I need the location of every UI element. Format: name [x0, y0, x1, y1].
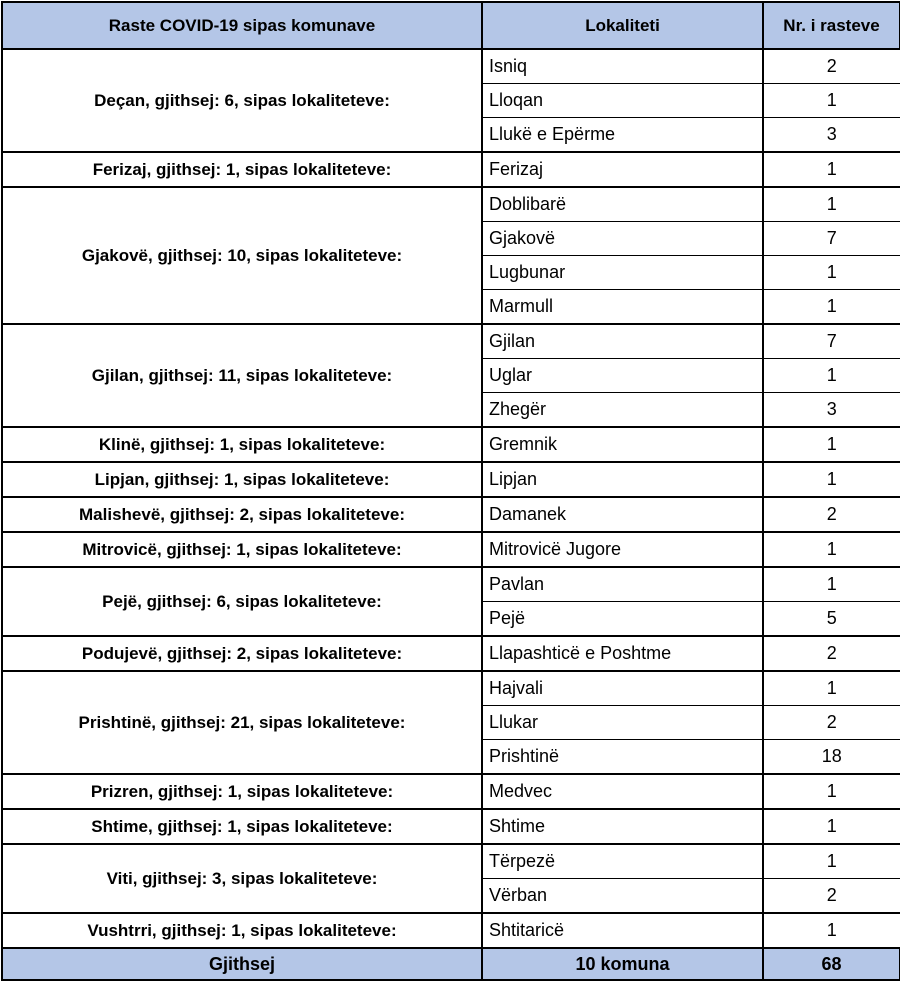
- locality-cell: Shtime: [482, 809, 763, 844]
- table-row: [2, 152, 900, 187]
- case-count-cell: 1: [763, 913, 900, 948]
- locality-cell: Medvec: [482, 774, 763, 809]
- case-count-cell: 1: [763, 532, 900, 567]
- locality-cell: Shtitaricë: [482, 913, 763, 948]
- locality-cell: Llukë e Epërme: [482, 118, 763, 153]
- header-locality: Lokaliteti: [482, 2, 763, 49]
- total-municipalities: 10 komuna: [482, 948, 763, 980]
- case-count-cell: 1: [763, 84, 900, 118]
- covid-cases-table: [1, 1, 900, 981]
- header-case-count: Nr. i rasteve: [763, 2, 900, 49]
- municipality-cell: Gjakovë, gjithsej: 10, sipas lokaliteteve:: [2, 187, 482, 324]
- municipality-cell: Klinë, gjithsej: 1, sipas lokaliteteve:: [2, 427, 482, 462]
- locality-cell: Prishtinë: [482, 740, 763, 775]
- table-row: [2, 187, 900, 222]
- header-municipality: Raste COVID-19 sipas komunave: [2, 2, 482, 49]
- locality-cell: Damanek: [482, 497, 763, 532]
- case-count-cell: 7: [763, 222, 900, 256]
- locality-cell: Zhegër: [482, 393, 763, 428]
- municipality-cell: Lipjan, gjithsej: 1, sipas lokaliteteve:: [2, 462, 482, 497]
- case-count-cell: 1: [763, 427, 900, 462]
- total-label: Gjithsej: [2, 948, 482, 980]
- table-row: [2, 774, 900, 809]
- locality-cell: Lloqan: [482, 84, 763, 118]
- case-count-cell: 1: [763, 256, 900, 290]
- case-count-cell: 2: [763, 49, 900, 84]
- table-row: [2, 913, 900, 948]
- locality-cell: Lugbunar: [482, 256, 763, 290]
- locality-cell: Mitrovicë Jugore: [482, 532, 763, 567]
- table-row: [2, 497, 900, 532]
- case-count-cell: 1: [763, 567, 900, 602]
- table-row: [2, 462, 900, 497]
- municipality-cell: Prishtinë, gjithsej: 21, sipas lokaliteteve:: [2, 671, 482, 774]
- case-count-cell: 1: [763, 809, 900, 844]
- table-row: [2, 324, 900, 359]
- case-count-cell: 1: [763, 359, 900, 393]
- case-count-cell: 7: [763, 324, 900, 359]
- case-count-cell: 3: [763, 118, 900, 153]
- locality-cell: Lipjan: [482, 462, 763, 497]
- locality-cell: Marmull: [482, 290, 763, 325]
- municipality-cell: Mitrovicë, gjithsej: 1, sipas lokaliteteve:: [2, 532, 482, 567]
- table-row: [2, 49, 900, 84]
- municipality-cell: Prizren, gjithsej: 1, sipas lokaliteteve:: [2, 774, 482, 809]
- municipality-cell: Ferizaj, gjithsej: 1, sipas lokaliteteve:: [2, 152, 482, 187]
- locality-cell: Vërban: [482, 879, 763, 914]
- locality-cell: Llapashticë e Poshtme: [482, 636, 763, 671]
- case-count-cell: 3: [763, 393, 900, 428]
- table-body: [2, 49, 900, 948]
- table-row: [2, 636, 900, 671]
- case-count-cell: 1: [763, 671, 900, 706]
- locality-cell: Pavlan: [482, 567, 763, 602]
- municipality-cell: Gjilan, gjithsej: 11, sipas lokaliteteve:: [2, 324, 482, 427]
- case-count-cell: 1: [763, 462, 900, 497]
- total-row: [2, 948, 900, 980]
- locality-cell: Pejë: [482, 602, 763, 637]
- case-count-cell: 2: [763, 636, 900, 671]
- total-cases: 68: [763, 948, 900, 980]
- locality-cell: Isniq: [482, 49, 763, 84]
- municipality-cell: Viti, gjithsej: 3, sipas lokaliteteve:: [2, 844, 482, 913]
- municipality-cell: Malishevë, gjithsej: 2, sipas lokaliteteve:: [2, 497, 482, 532]
- case-count-cell: 5: [763, 602, 900, 637]
- table-row: [2, 844, 900, 879]
- municipality-cell: Pejë, gjithsej: 6, sipas lokaliteteve:: [2, 567, 482, 636]
- table-row: [2, 427, 900, 462]
- case-count-cell: 2: [763, 879, 900, 914]
- locality-cell: Llukar: [482, 706, 763, 740]
- locality-cell: Doblibarë: [482, 187, 763, 222]
- case-count-cell: 1: [763, 152, 900, 187]
- case-count-cell: 2: [763, 706, 900, 740]
- municipality-cell: Podujevë, gjithsej: 2, sipas lokaliteteve:: [2, 636, 482, 671]
- municipality-cell: Vushtrri, gjithsej: 1, sipas lokaliteteve:: [2, 913, 482, 948]
- locality-cell: Gremnik: [482, 427, 763, 462]
- table-row: [2, 532, 900, 567]
- case-count-cell: 18: [763, 740, 900, 775]
- municipality-cell: Shtime, gjithsej: 1, sipas lokaliteteve:: [2, 809, 482, 844]
- table-header-row: [2, 2, 900, 49]
- table-row: [2, 809, 900, 844]
- locality-cell: Gjilan: [482, 324, 763, 359]
- table-row: [2, 567, 900, 602]
- case-count-cell: 1: [763, 774, 900, 809]
- locality-cell: Ferizaj: [482, 152, 763, 187]
- locality-cell: Tërpezë: [482, 844, 763, 879]
- locality-cell: Gjakovë: [482, 222, 763, 256]
- case-count-cell: 1: [763, 844, 900, 879]
- table-row: [2, 671, 900, 706]
- locality-cell: Uglar: [482, 359, 763, 393]
- locality-cell: Hajvali: [482, 671, 763, 706]
- case-count-cell: 1: [763, 187, 900, 222]
- case-count-cell: 1: [763, 290, 900, 325]
- case-count-cell: 2: [763, 497, 900, 532]
- municipality-cell: Deçan, gjithsej: 6, sipas lokaliteteve:: [2, 49, 482, 152]
